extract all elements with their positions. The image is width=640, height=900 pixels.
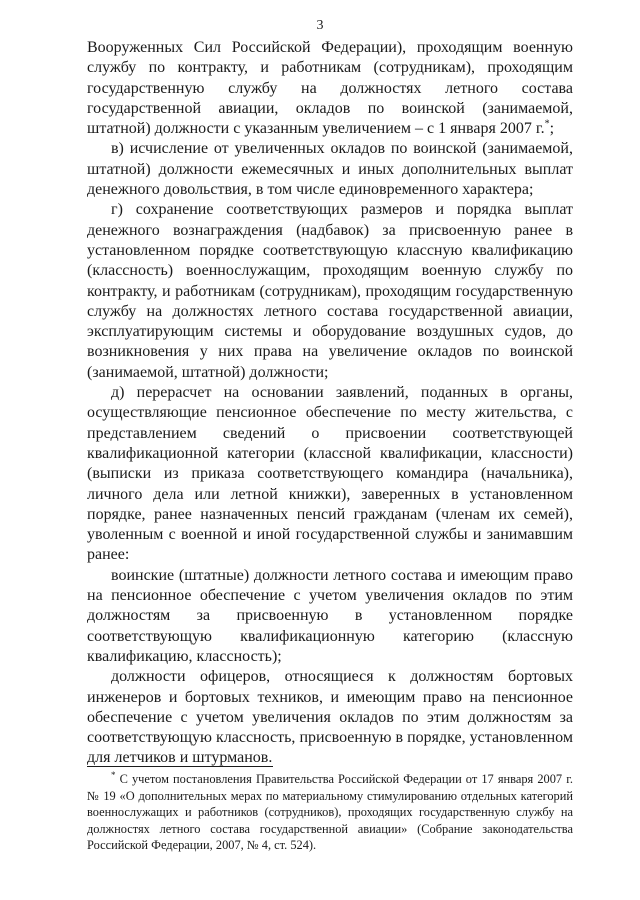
paragraph-text: Вооруженных Сил Российской Федерации), проходящим военную службу по контракту, и работникам (сотрудникам), проходящим государственную службу на должностях летного состава государственной авиации, окладов по воинской (занимаемой, штатной) должности с указанным увеличением – с 1 января 2007 г. bbox=[87, 39, 573, 138]
footnote bbox=[87, 771, 573, 854]
paragraph-item-d: д) перерасчет на основании заявлений, поданных в органы, осуществляющие пенсионное обеспечение по месту жительства, с представлением сведений о присвоении соответствующей квалификационной категории (классной квалификации, классности) (выписки из приказа соответствующего командира (начальника), личного дела или летной книжки), заверенных в установленном порядке, ранее назначенных пенсий гражданам (членам их семей), уволенным с военной и иной государственной службы и занимавшим ранее: bbox=[87, 384, 573, 564]
footnote-reference: * bbox=[544, 118, 550, 130]
paragraph-item-g: г) сохранение соответствующих размеров и порядка выплат денежного вознаграждения (надбавок) за присвоенную ранее в установленном порядке соответствующую классную квалификацию (классность) военнослужащим, проходящим военную службу по контракту, и работникам (сотрудникам), проходящим государственную службу на должностях летного состава государственной авиации, эксплуатирующим системы и оборудование воздушных судов, до возникновения у них права на увеличение окладов по воинской (занимаемой, штатной) должности; bbox=[87, 201, 573, 381]
paragraph-subitem-officer-positions: должности офицеров, относящиеся к должностям бортовых инженеров и бортовых техников, и имеющим право на пенсионное обеспечение с учетом увеличения окладов по этим должностям за соответствующую классность, присвоенную в порядке, установленном для летчиков и штурманов. bbox=[87, 668, 573, 767]
paragraph-item-v: в) исчисление от увеличенных окладов по воинской (занимаемой, штатной) должности ежемесячных и иных дополнительных выплат денежного довольствия, в том числе единовременного характера; bbox=[87, 140, 573, 199]
page-number: 3 bbox=[316, 18, 324, 33]
footnote-separator bbox=[87, 766, 273, 767]
paragraph-continuation bbox=[87, 38, 573, 139]
footnote-mark: * bbox=[111, 769, 116, 780]
paragraph-subitem-flight-positions: воинские (штатные) должности летного состава и имеющим право на пенсионное обеспечение с учетом увеличения окладов по этим должностям за присвоенную в установленном порядке соответствующую квалификационную категорию (классную квалификацию, классность); bbox=[87, 566, 573, 665]
document-body bbox=[87, 38, 573, 769]
footnote-text: С учетом постановления Правительства Российской Федерации от 17 января 2007 г. № 19 «О дополнительных мерах по материальному стимулированию отдельных категорий военнослужащих и работников (сотрудников), проходящих государственную службу на должностях летного состава государственной авиации» (Собрание законодательства Российской Федерации, 2007, № 4, ст. 524). bbox=[87, 772, 573, 853]
paragraph-tail: ; bbox=[549, 120, 555, 138]
